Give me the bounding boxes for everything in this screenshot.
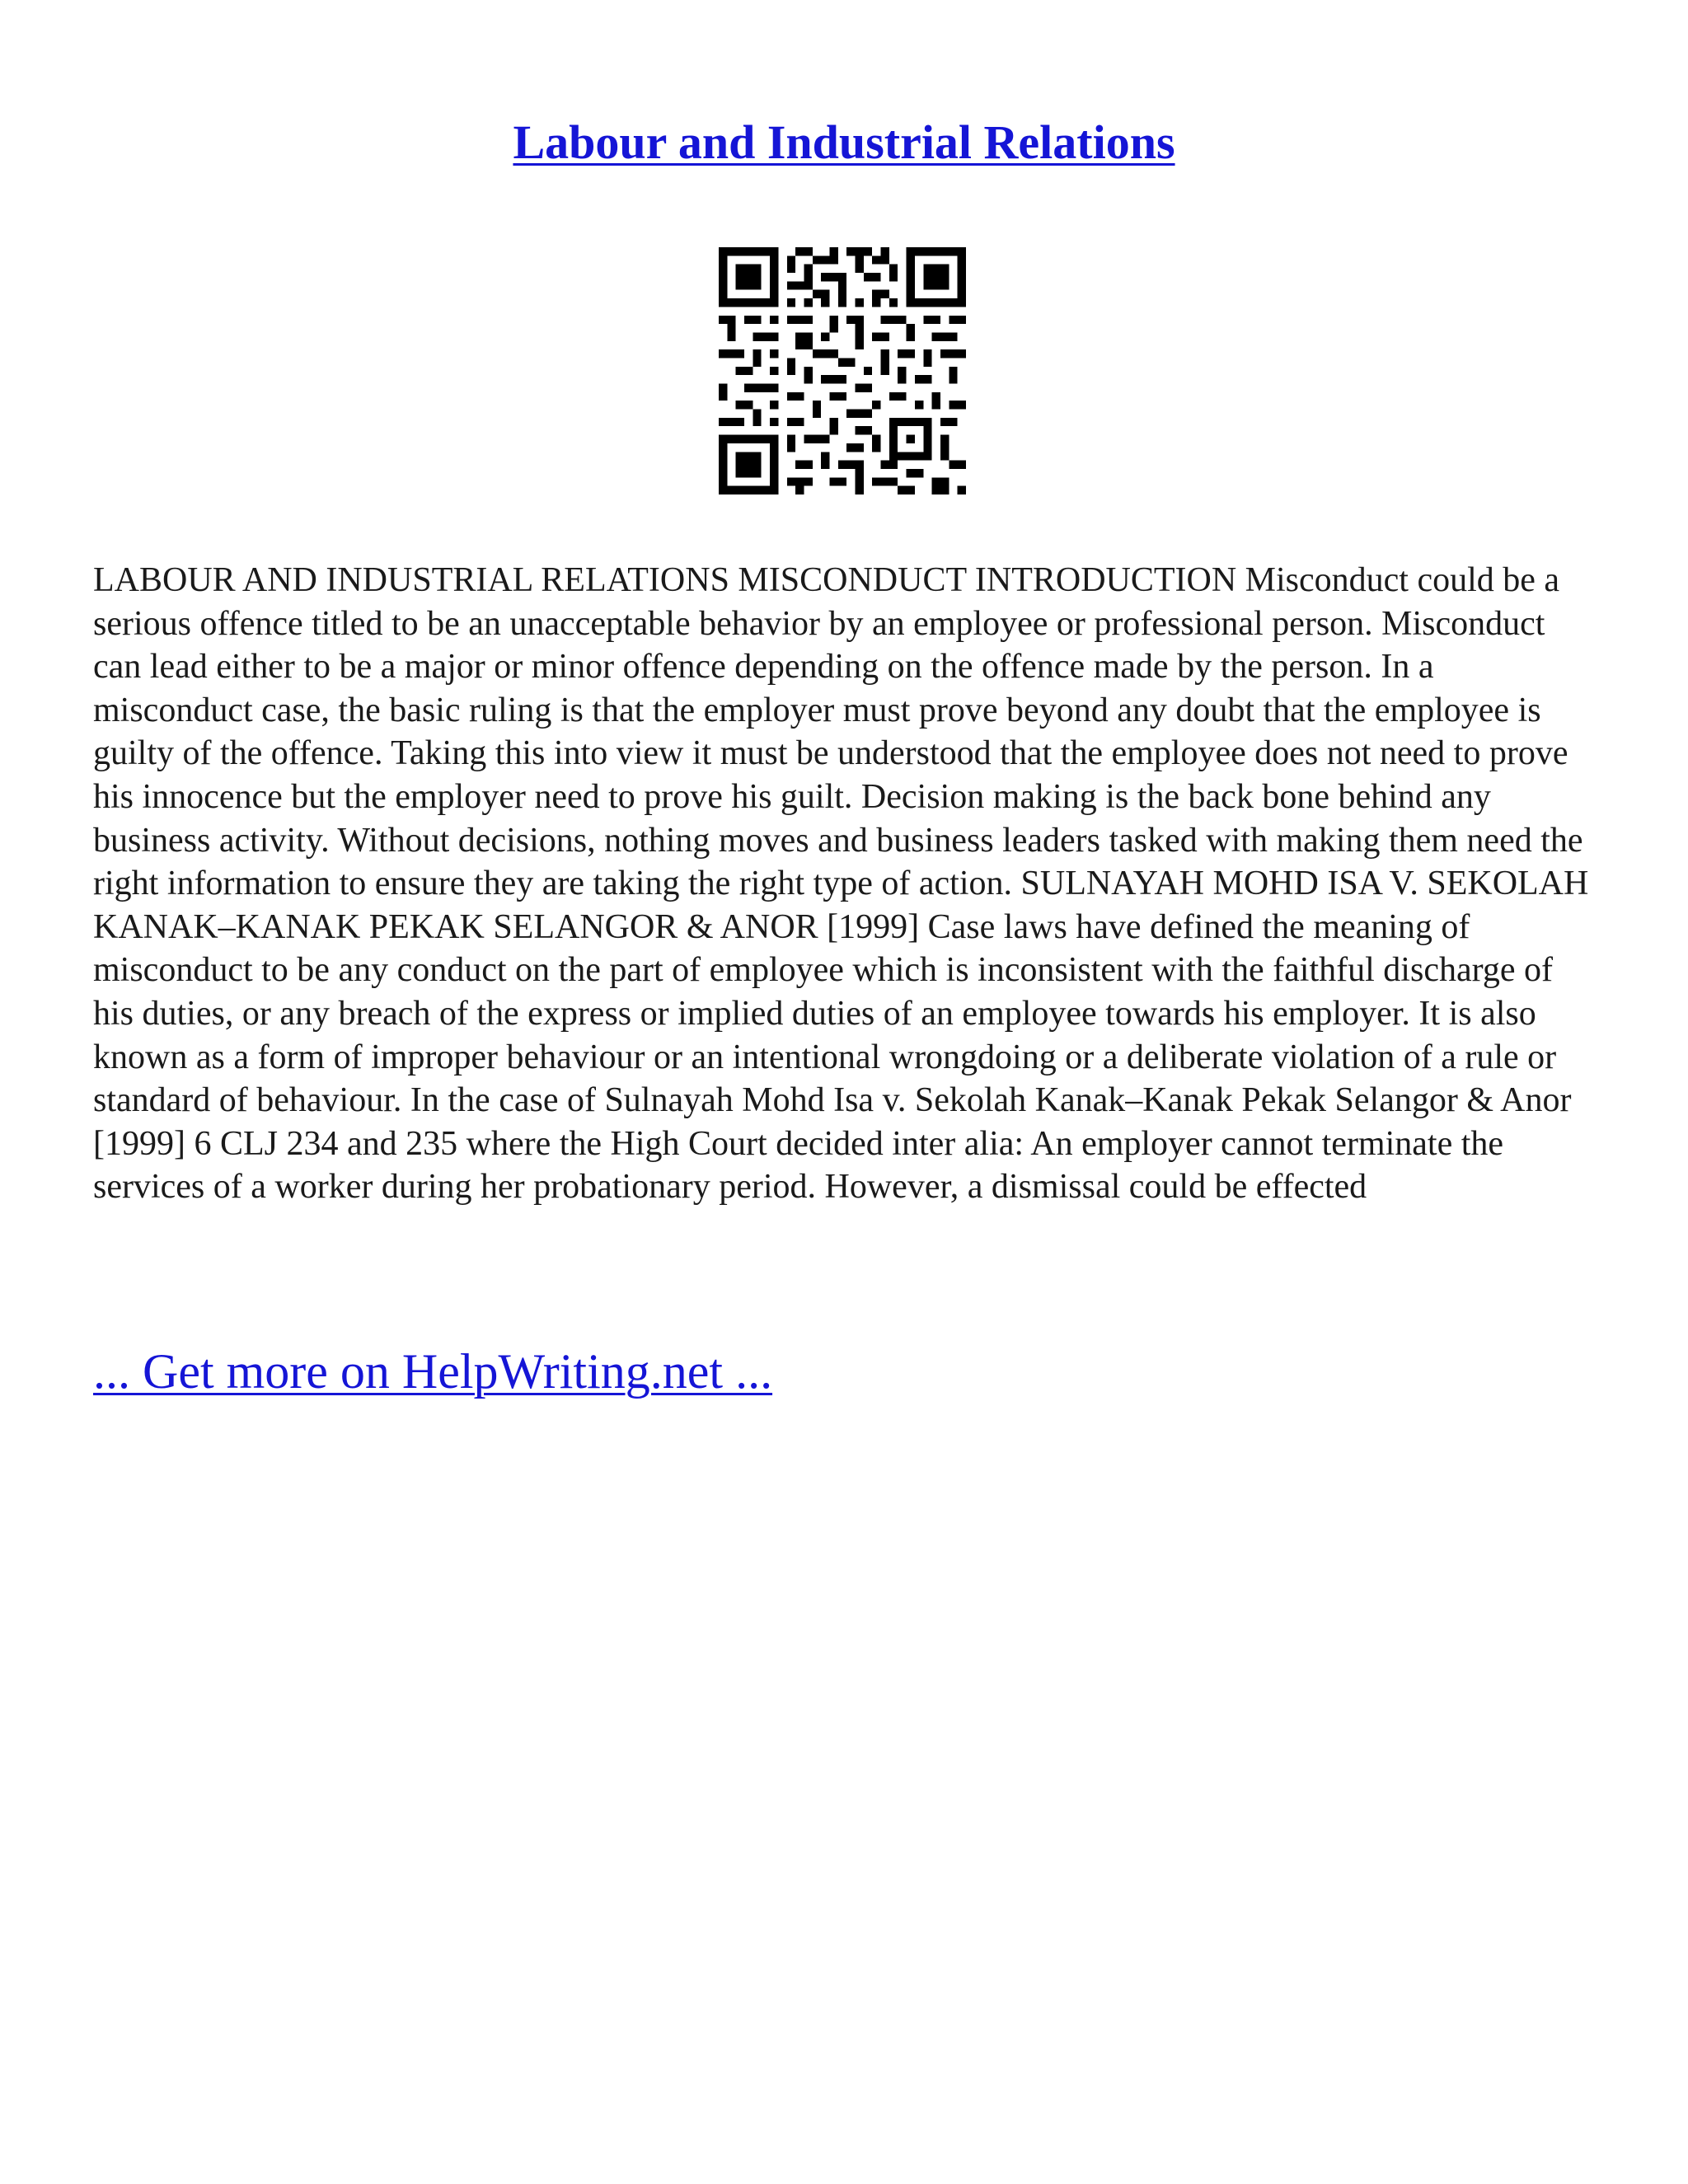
get-more-link-container — [93, 1342, 772, 1401]
page-title — [0, 114, 1688, 171]
title-link[interactable]: Labour and Industrial Relations — [513, 115, 1175, 169]
qr-code-icon — [719, 247, 966, 494]
article-body: LABOUR AND INDUSTRIAL RELATIONS MISCONDUCT INTRODUCTION Misconduct could be a serious offence titled to be an unacceptable behavior by an employee or professional person. Misconduct can lead either to be a major or minor offence depending on the offence made by the person. In a misconduct case, the basic ruling is that the employer must prove beyond any doubt that the employee is guilty of the offence. Taking this into view it must be understood that the employee does not need to prove his innocence but the employer need to prove his guilt. Decision making is the back bone behind any business activity. Without decisions, nothing moves and business leaders tasked with making them need the right information to ensure they are taking the right type of action. SULNAYAH MOHD ISA V. SEKOLAH KANAK–KANAK PEKAK SELANGOR & ANOR [1999] Case laws have defined the meaning of misconduct to be any conduct on the part of employee which is inconsistent with the faithful discharge of his duties, or any breach of the express or implied duties of an employee towards his employer. It is also known as a form of improper behaviour or an intentional wrongdoing or a deliberate violation of a rule or standard of behaviour. In the case of Sulnayah Mohd Isa v. Sekolah Kanak–Kanak Pekak Selangor & Anor [1999] 6 CLJ 234 and 235 where the High Court decided inter alia: An employer cannot terminate the services of a worker during her probationary period. However, a dismissal could be effected — [93, 561, 1589, 1207]
get-more-link[interactable]: ... Get more on HelpWriting.net ... — [93, 1344, 773, 1399]
